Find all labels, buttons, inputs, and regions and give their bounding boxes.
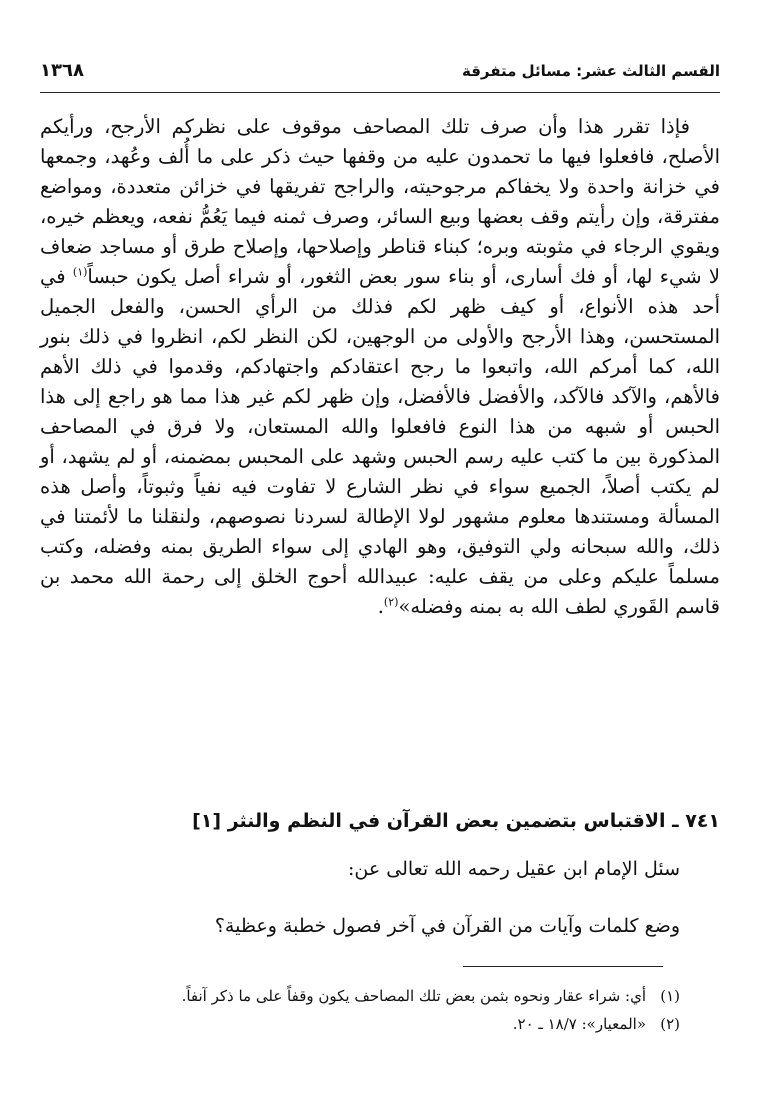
body-text-end: . — [377, 595, 384, 618]
footnote-ref-1: (١) — [72, 265, 88, 279]
footnote-ref-2: (٢) — [383, 595, 399, 609]
footnote-2 — [40, 1010, 680, 1038]
body-text-part-2: في أحد هذه الأنواع، أو كيف ظهر لكم فذلك من الرأي الحسن، والفعل الجميل المستحسن، وهذا الأرجح والأولى من الوجهين، لكن النظر لكم، انظروا في ذلك بنور الله، كما أمركم الله، واتبعوا ما رجح اعتقادكم واجتهادكم، وقدموا في ذلك الأهم فالأهم، والآكد فالآكد، والأفضل فالأفضل، وإن ظهر لكم غير هذا مما هو راجع إلى هذا الحبس أو شبهه من هذا النوع فافعلوا والله المستعان، ولا فرق في المصاحف المذكورة بين ما كتب عليه رسم الحبس وشهد على المحبس بمضمنه، أو لم يشهد، أو لم يكتب أصلاً، الجميع سواء في نظر الشارع لا تفاوت فيه نفياً وثبوتاً، وأصل هذه المسألة ومستندها معلوم مشهور لولا الإطالة لسردنا نصوصهم، ولنقلنا ما لأئمتنا في ذلك، والله سبحانه ولي التوفيق، وهو الهادي إلى سواء الطريق بمنه وفضله، وكتب مسلماً عليكم وعلى من يقف عليه: عبيدالله أحوج الخلق إلى رحمة الله محمد بن قاسم القَوري لطف الله به بمنه وفضله» — [40, 265, 720, 618]
footnote-separator — [463, 966, 663, 967]
footnote-text: «المعيار»: ١٨/٧ ـ ٢٠. — [512, 1015, 646, 1033]
footnote-text: أي: شراء عقار ونحوه بثمن بعض تلك المصاحف يكون وقفاً على ما ذكر آنفاً. — [181, 987, 646, 1005]
footnote-number: (١) — [660, 987, 680, 1005]
running-head — [40, 58, 720, 93]
chapter-title: القسم الثالث عشر: مسائل متفرقة — [461, 62, 720, 80]
question-intro: سئل الإمام ابن عقيل رحمه الله تعالى عن: — [348, 858, 680, 880]
footnote-1 — [40, 982, 680, 1010]
section-heading: ٧٤١ ـ الاقتباس بتضمين بعض القرآن في النظم والنثر [١] — [192, 810, 720, 832]
question-text: وضع كلمات وآيات من القرآن في آخر فصول خطبة وعظية؟ — [214, 915, 680, 937]
footnotes — [40, 982, 680, 1038]
page-number: ١٣٦٨ — [40, 60, 84, 81]
footnote-number: (٢) — [660, 1015, 680, 1033]
body-paragraph — [40, 112, 720, 622]
body-text-part-1: فإذا تقرر هذا وأن صرف تلك المصاحف موقوف على نظركم الأرجح، ورأيكم الأصلح، فافعلوا فيها ما تحمدون عليه من وقفها حيث ذكر على ما أُلف وعُهد، وجمعها في خزانة واحدة ولا يخفاكم مرجوحيته، والراجح تفريقها في خزائن متعددة، ومواضع مفترقة، وإن رأيتم وقف بعضها وبيع السائر، وصرف ثمنه فيما يَعُمُّ نفعه، ويعظم خيره، ويقوي الرجاء في مثوبته وبره؛ كبناء قناطر وإصلاحها، وإصلاح طرق أو مساجد ضعاف لا شيء لها، أو فك أسارى، أو بناء سور بعض الثغور، أو شراء أصل يكون حبساً — [40, 115, 720, 288]
